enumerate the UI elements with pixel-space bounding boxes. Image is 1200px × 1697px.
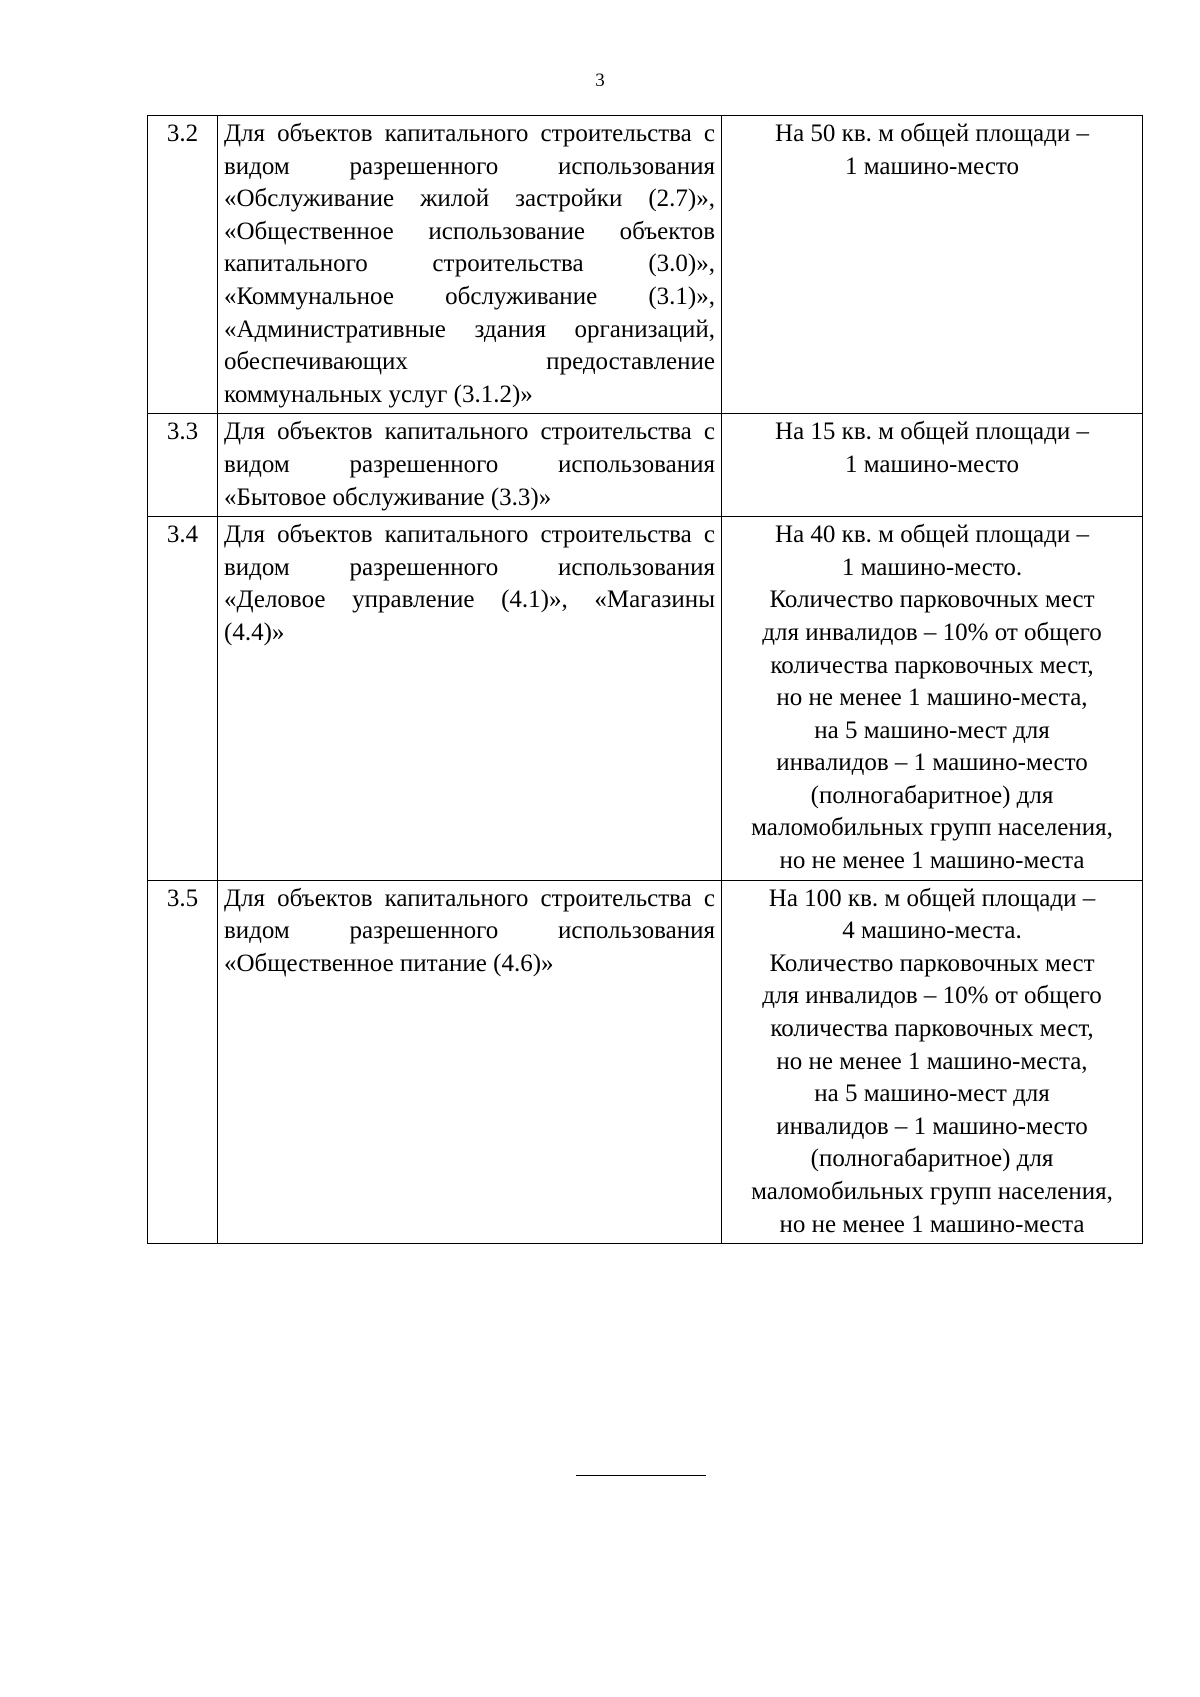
norm-line: но не менее 1 машино-места bbox=[779, 847, 1085, 875]
norm-line: (полногабаритное) для bbox=[810, 1145, 1054, 1173]
table-row bbox=[148, 517, 1143, 881]
norm-line: Количество парковочных мест bbox=[769, 586, 1095, 614]
parking-norms-table bbox=[147, 115, 1143, 1244]
parking-norm bbox=[722, 880, 1143, 1244]
norm-line: маломобильных групп населения, bbox=[751, 814, 1113, 842]
norm-line: но не менее 1 машино-места, bbox=[776, 684, 1088, 712]
norm-line: маломобильных групп населения, bbox=[751, 1178, 1113, 1205]
norm-line: 1 машино-место bbox=[844, 450, 1020, 478]
page-number: 3 bbox=[595, 70, 605, 91]
norm-line: Количество парковочных мест bbox=[769, 949, 1095, 977]
table-row bbox=[148, 116, 1143, 414]
row-number: 3.2 bbox=[148, 116, 218, 414]
norm-line: количества парковочных мест, bbox=[770, 651, 1094, 679]
norm-line: но не менее 1 машино-места bbox=[779, 1210, 1085, 1238]
parking-norm bbox=[722, 517, 1143, 881]
object-description: Для объектов капитального строительства с видом разрешенного использования «Деловое управление (4.1)», «Магазины (4.4)» bbox=[218, 517, 722, 881]
row-number: 3.5 bbox=[148, 880, 218, 1244]
object-description: Для объектов капитального строительства с видом разрешенного использования «Общественное питание (4.6)» bbox=[218, 880, 722, 1244]
norm-line: На 100 кв. м общей площади – bbox=[768, 884, 1096, 912]
object-description: Для объектов капитального строительства с видом разрешенного использования «Бытовое обслуживание (3.3)» bbox=[218, 414, 722, 517]
table-row bbox=[148, 414, 1143, 517]
norm-line: на 5 машино-мест для bbox=[814, 716, 1050, 744]
norm-line: 4 машино-места. bbox=[842, 917, 1022, 945]
norm-line: количества парковочных мест, bbox=[770, 1015, 1094, 1043]
end-of-document-divider bbox=[576, 1475, 706, 1476]
norm-line: 1 машино-место. bbox=[841, 553, 1023, 581]
object-description: Для объектов капитального строительства с видом разрешенного использования «Обслуживание жилой застройки (2.7)», «Общественное использование объектов капитального строительства (3.0)», «Коммунальное обслуживание (3.1)», «Административные здания организаций, обеспечивающих предоставление коммунальных услуг (3.1.2)» bbox=[218, 116, 722, 414]
norm-line: но не менее 1 машино-места, bbox=[776, 1047, 1088, 1075]
table-row bbox=[148, 880, 1143, 1244]
norm-line: 1 машино-место bbox=[844, 152, 1020, 180]
norm-line: для инвалидов – 10% от общего bbox=[762, 618, 1102, 646]
parking-norm bbox=[722, 414, 1143, 517]
norm-line: инвалидов – 1 машино-место bbox=[776, 749, 1088, 777]
norm-line: На 50 кв. м общей площади – bbox=[775, 120, 1089, 147]
norm-line: (полногабаритное) для bbox=[810, 781, 1054, 809]
row-number: 3.4 bbox=[148, 517, 218, 881]
norm-line: На 40 кв. м общей площади – bbox=[775, 521, 1089, 549]
norm-line: для инвалидов – 10% от общего bbox=[762, 982, 1102, 1010]
norm-line: на 5 машино-мест для bbox=[814, 1080, 1050, 1108]
row-number: 3.3 bbox=[148, 414, 218, 517]
norm-line: На 15 кв. м общей площади – bbox=[775, 418, 1089, 446]
norm-line: инвалидов – 1 машино-место bbox=[776, 1112, 1088, 1140]
parking-norm bbox=[722, 116, 1143, 414]
